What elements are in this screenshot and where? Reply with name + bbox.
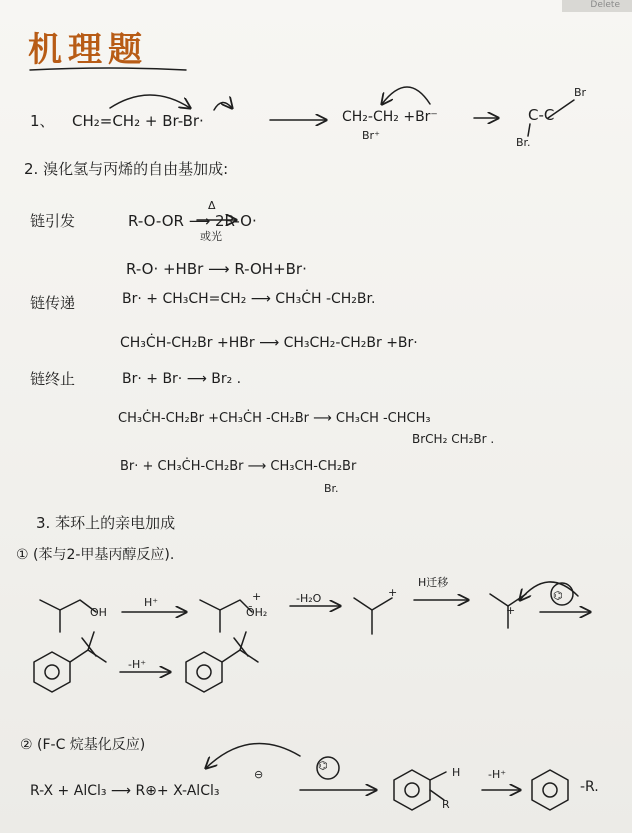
q3-sub2-label: ② (F-C 烷基化反应) — [20, 737, 146, 753]
q2-propagation-label: 链传递 — [30, 294, 76, 312]
r2-minus-h: -H⁺ — [488, 768, 507, 781]
r1-tert-butylbenzene — [186, 632, 258, 692]
q3-sub1-label: ① (苯与2-甲基丙醇反应). — [16, 547, 175, 563]
q1-intermediate-br: Br⁺ — [362, 129, 380, 142]
q1-product-br-top: Br — [574, 86, 587, 99]
toolbar-corner[interactable] — [562, 0, 632, 12]
q2-initiation-label: 链引发 — [30, 212, 76, 230]
r2-product-r: -R. — [580, 779, 599, 795]
r1-oh2-plus: + — [252, 590, 262, 603]
r1-cation-plus: + — [506, 604, 516, 617]
q2-termination-eq2-sub: BrCH₂ CH₂Br . — [412, 432, 495, 446]
q1-curved-arrow-3 — [382, 87, 430, 104]
page-title: 机理题 — [28, 30, 148, 70]
q1-curved-arrow-1 — [110, 95, 190, 108]
q2-propagation-eq1: Br· + CH₃CH=CH₂ ⟶ CH₃ĊH -CH₂Br. — [122, 291, 376, 307]
r2-alcl-minus: ⊖ — [254, 768, 264, 781]
q1-reactants: CH₂=CH₂ + Br-Br· — [72, 112, 204, 130]
q2-initiation-cond-top: Δ — [208, 199, 216, 212]
r2-r-label: R — [442, 798, 450, 811]
q1-product: C-C — [528, 106, 555, 124]
r1-oxonium — [200, 600, 252, 632]
q2-termination-eq3-sub: Br. — [324, 482, 339, 495]
r1-oh2: ŌH₂ — [246, 606, 268, 619]
r2-h-label: H — [452, 766, 461, 779]
q1-curved-arrow-2 — [214, 102, 232, 110]
r2-sigma-complex — [394, 770, 446, 810]
q3-heading: 3. 苯环上的亲电加成 — [36, 514, 176, 532]
r2-curved-arrow — [206, 744, 300, 769]
q1-product-br-bottom: Br. — [516, 136, 531, 149]
r1-curved-arrow — [520, 582, 578, 600]
q1-intermediate: CH₂-CH₂ +Br⁻ — [342, 109, 438, 125]
r2-equation: R-X + AlCl₃ ⟶ R⊕+ X-AlCl₃ — [30, 783, 220, 799]
r2-ring-reagent: ⌬ — [318, 759, 328, 772]
delete-label[interactable]: Delete — [590, 0, 620, 10]
r1-minus-h: -H⁺ — [128, 658, 147, 671]
r1-cond: H迁移 — [418, 576, 449, 589]
q2-initiation-cond-bottom: 或光 — [200, 230, 222, 243]
q2-termination-eq1: Br· + Br· ⟶ Br₂ . — [122, 371, 242, 387]
r1-h-plus: H⁺ — [144, 596, 159, 609]
q2-heading: 2. 溴化氢与丙烯的自由基加成: — [24, 160, 229, 178]
r1-ring-reagent: ⌬ — [553, 589, 563, 602]
q2-termination-eq3: Br· + CH₃ĊH-CH₂Br ⟶ CH₃CH-CH₂Br — [120, 459, 357, 474]
q2-termination-eq2: CH₃ĊH-CH₂Br +CH₃ĊH -CH₂Br ⟶ CH₃CH -CHCH₃ — [118, 411, 431, 426]
r2-alkylbenzene — [532, 770, 568, 810]
r1-oh: OH — [90, 606, 107, 619]
q2-initiation-eq: R-O-OR ⟶ 2R-O· — [128, 212, 257, 230]
q1-number: 1、 — [30, 112, 55, 130]
r1-primary-cation — [354, 598, 392, 634]
q2-termination-label: 链终止 — [30, 370, 76, 388]
q2-propagation-eq2: CH₃ĊH-CH₂Br +HBr ⟶ CH₃CH₂-CH₂Br +Br· — [120, 335, 418, 351]
r1-isobutanol — [40, 600, 96, 632]
r1-h2o: -H₂O — [296, 592, 322, 605]
r1-plus: + — [388, 586, 398, 599]
r1-sigma-complex — [34, 632, 106, 692]
q2-initiation-eq2: R-O· +HBr ⟶ R-OH+Br· — [126, 260, 307, 278]
